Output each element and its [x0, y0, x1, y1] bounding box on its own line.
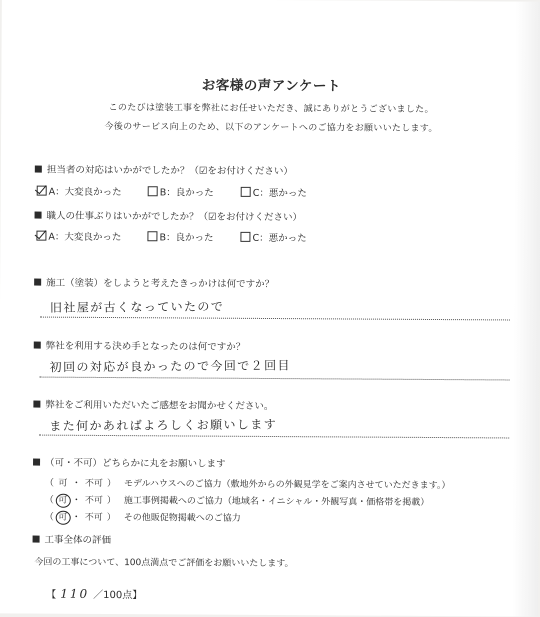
square-bullet-icon	[33, 536, 40, 543]
square-bullet-icon	[35, 166, 42, 173]
handwritten-answer-deciding-factor[interactable]: 初回の対応が良かったので今回で２回目	[49, 358, 291, 375]
q1-option-b[interactable]: B：良かった	[148, 184, 238, 199]
page-title: お客様の声アンケート	[201, 77, 341, 95]
handdrawn-circle-icon: 可	[55, 511, 70, 525]
consent-row-promo: （ 可 ・ 不可 ） その他販促物掲載へのご協力	[45, 510, 241, 526]
consent-fuka-option[interactable]: 不可	[84, 478, 103, 489]
handwritten-answer-impressions[interactable]: また何かあればよろしくお願いします	[49, 417, 278, 434]
question-text: 弊社を利用する決め手となったのは何ですか？	[45, 340, 246, 353]
handwritten-answer-motivation[interactable]: 旧社屋が古くなっていたので	[49, 299, 225, 315]
question-deciding-factor	[34, 338, 246, 353]
q2-option-b[interactable]: B：良かった	[147, 229, 237, 244]
evaluation-heading: 工事全体の評価	[33, 532, 112, 546]
checkbox-checked-icon[interactable]	[36, 231, 46, 241]
q2-options	[36, 229, 306, 245]
consent-ka-option[interactable]	[54, 494, 72, 508]
q1-options	[37, 184, 307, 200]
checkbox-icon[interactable]	[240, 232, 250, 242]
square-bullet-icon	[33, 459, 40, 466]
score-field: 【 110 ／100点】	[46, 586, 143, 602]
question-text: （可・不可）どちらかに丸をお願いします	[45, 457, 226, 470]
q2-option-a[interactable]: A：大変良かった	[36, 229, 144, 244]
consent-label: 施工事例掲載へのご協力（地域名・イニシャル・外観写真・価格帯を掲載）	[123, 496, 430, 508]
checkbox-checked-icon[interactable]	[37, 186, 47, 196]
consent-fuka-option[interactable]: 不可	[84, 512, 103, 523]
square-bullet-icon	[34, 279, 41, 286]
q1-option-c[interactable]: C：悪かった	[241, 185, 307, 199]
question-staff-response	[35, 162, 293, 178]
answer-line	[39, 435, 509, 439]
question-text: 職人の仕事ぶりはいかがでしたか？（☑をお付けください）	[46, 210, 303, 224]
checkbox-icon[interactable]	[241, 187, 251, 197]
answer-line	[40, 377, 510, 381]
q2-option-c[interactable]: C：悪かった	[240, 230, 306, 244]
evaluation-prompt: 今回の工事について、100点満点でご評価をお願いいたします。	[34, 557, 294, 570]
checkbox-icon[interactable]	[147, 231, 157, 241]
q1-option-a[interactable]: A：大変良かった	[37, 184, 145, 199]
question-impressions	[33, 397, 273, 412]
consent-fuka-option[interactable]: 不可	[84, 495, 103, 506]
consent-row-model-house: （ 可 ・ 不可 ） モデルハウスへのご協力（敷地外からの外観見学をご案内させていただきます。）	[45, 476, 451, 491]
consent-label: モデルハウスへのご協力（敷地外からの外観見学をご案内させていただきます。）	[123, 479, 451, 492]
question-text: 弊社をご利用いただいたご感想をお聞かせください。	[45, 399, 274, 413]
question-craftsman-work	[35, 208, 303, 224]
checkbox-icon[interactable]	[148, 186, 158, 196]
consent-label: その他販促物掲載へのご協力	[123, 513, 241, 524]
question-text: 施工（塗装）をしようと考えたきっかけは何ですか？	[46, 277, 275, 291]
consent-row-case-study: （ 可 ・ 不可 ） 施工事例掲載へのご協力（地域名・イニシャル・外観写真・価格帯を掲載）	[45, 493, 430, 510]
square-bullet-icon	[33, 401, 40, 408]
handdrawn-circle-icon: 可	[55, 494, 70, 508]
consent-ka-option[interactable]	[54, 511, 72, 525]
score-max: 100点】	[103, 589, 143, 602]
answer-line	[40, 317, 510, 321]
square-bullet-icon	[35, 212, 42, 219]
intro-line-1: このたびは塗装工事を弊社にお任せいただき、誠にありがとうございました。	[108, 103, 434, 115]
consent-question	[33, 455, 226, 470]
handwritten-score[interactable]: 110	[60, 586, 90, 601]
question-motivation	[34, 275, 274, 290]
intro-line-2: 今後のサービス向上のため、以下のアンケートへのご協力をお願いいたします。	[104, 121, 438, 135]
question-text: 担当者の対応はいかがでしたか？（☑をお付けください）	[46, 164, 293, 178]
square-bullet-icon	[34, 342, 41, 349]
consent-ka-option[interactable]: 可	[58, 478, 68, 489]
